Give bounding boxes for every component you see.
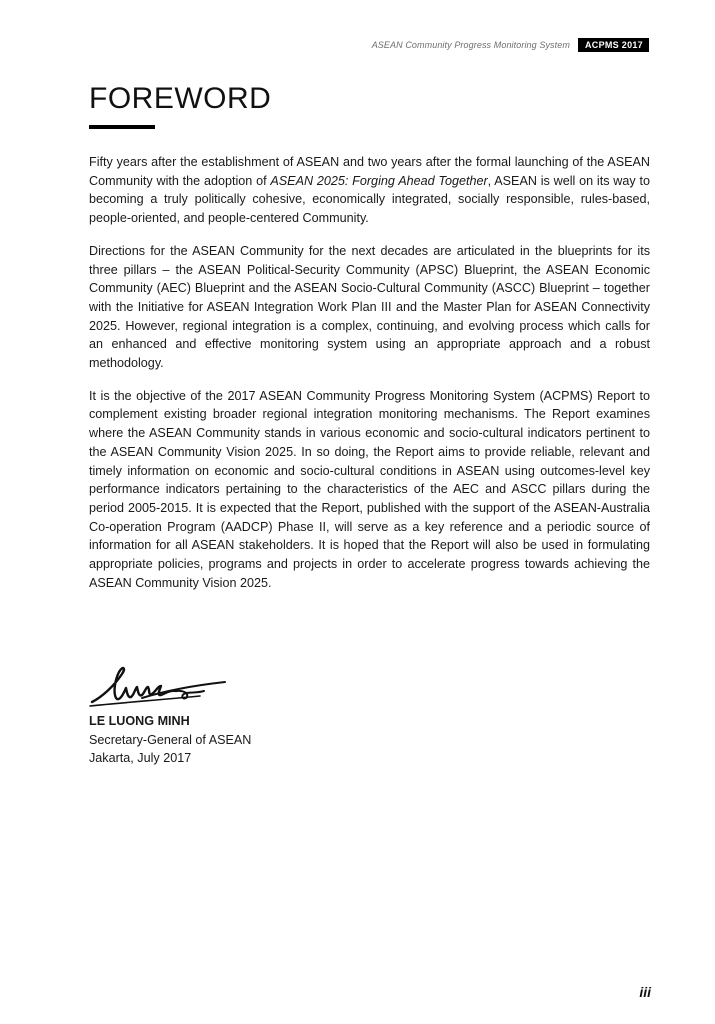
paragraph-2: Directions for the ASEAN Community for the next decades are articulated in the blueprints for its three pillars – the ASEAN Political-Security Community (APSC) Blueprint, the ASEAN Economic Community (AEC) Blueprint and the ASEAN Socio-Cultural Community (ASCC) Blueprint – together with the Initiative for ASEAN Integration Work Plan III and the Master Plan for ASEAN Connectivity 2025. However, regional integration is a complex, continuing, and evolving process which calls for an enhanced and effective monitoring system using an appropriate approach and a robust methodology.	[89, 243, 650, 371]
signatory-block	[89, 712, 251, 768]
title-underline	[89, 125, 155, 129]
paragraph-3: It is the objective of the 2017 ASEAN Community Progress Monitoring System (ACPMS) Report to complement existing broader regional integration monitoring mechanisms. The Report examines where the ASEAN Community stands in various economic and socio-cultural indicators pertinent to the ASEAN Community Vision 2025. In so doing, the Report aims to provide reliable, relevant and timely information on economic and socio-cultural conditions in ASEAN using outcomes-level key performance indicators pertaining to the characteristics of the AEC and ASCC pillars during the period 2005-2015. It is expected that the Report, published with the support of the ASEAN-Australia Co-operation Program (AADCP) Phase II, will serve as a key reference and a periodic source of information for all ASEAN stakeholders. It is hoped that the Report will also be used in formulating appropriate policies, programs and projects in order to accelerate progress towards achieving the ASEAN Community Vision 2025.	[89, 388, 650, 590]
signatory-name: LE LUONG MINH	[89, 714, 190, 728]
paragraph-1-start: Fifty years after the establishment of ASEAN and two years after the formal launching of the ASEAN Community with the adoption of	[89, 155, 650, 188]
page-number: iii	[639, 984, 651, 1000]
signatory-place-date: Jakarta, July 2017	[89, 751, 192, 765]
handwritten-signature	[88, 660, 228, 714]
paragraph-1-end: , ASEAN is well on its way to becoming a truly politically cohesive, economically integrated, socially responsible, rules-based, people-oriented, and people-centered Community.	[89, 173, 650, 226]
foreword-body	[89, 153, 650, 606]
paragraph-1-emphasis: ASEAN 2025: Forging Ahead Together	[270, 173, 488, 188]
page-title: FOREWORD	[89, 82, 272, 115]
running-header	[372, 38, 649, 52]
running-title: ASEAN Community Progress Monitoring System	[371, 40, 570, 50]
header-badge: ACPMS 2017	[578, 38, 649, 52]
signatory-position: Secretary-General of ASEAN	[89, 732, 252, 747]
paragraph-1	[89, 153, 650, 228]
